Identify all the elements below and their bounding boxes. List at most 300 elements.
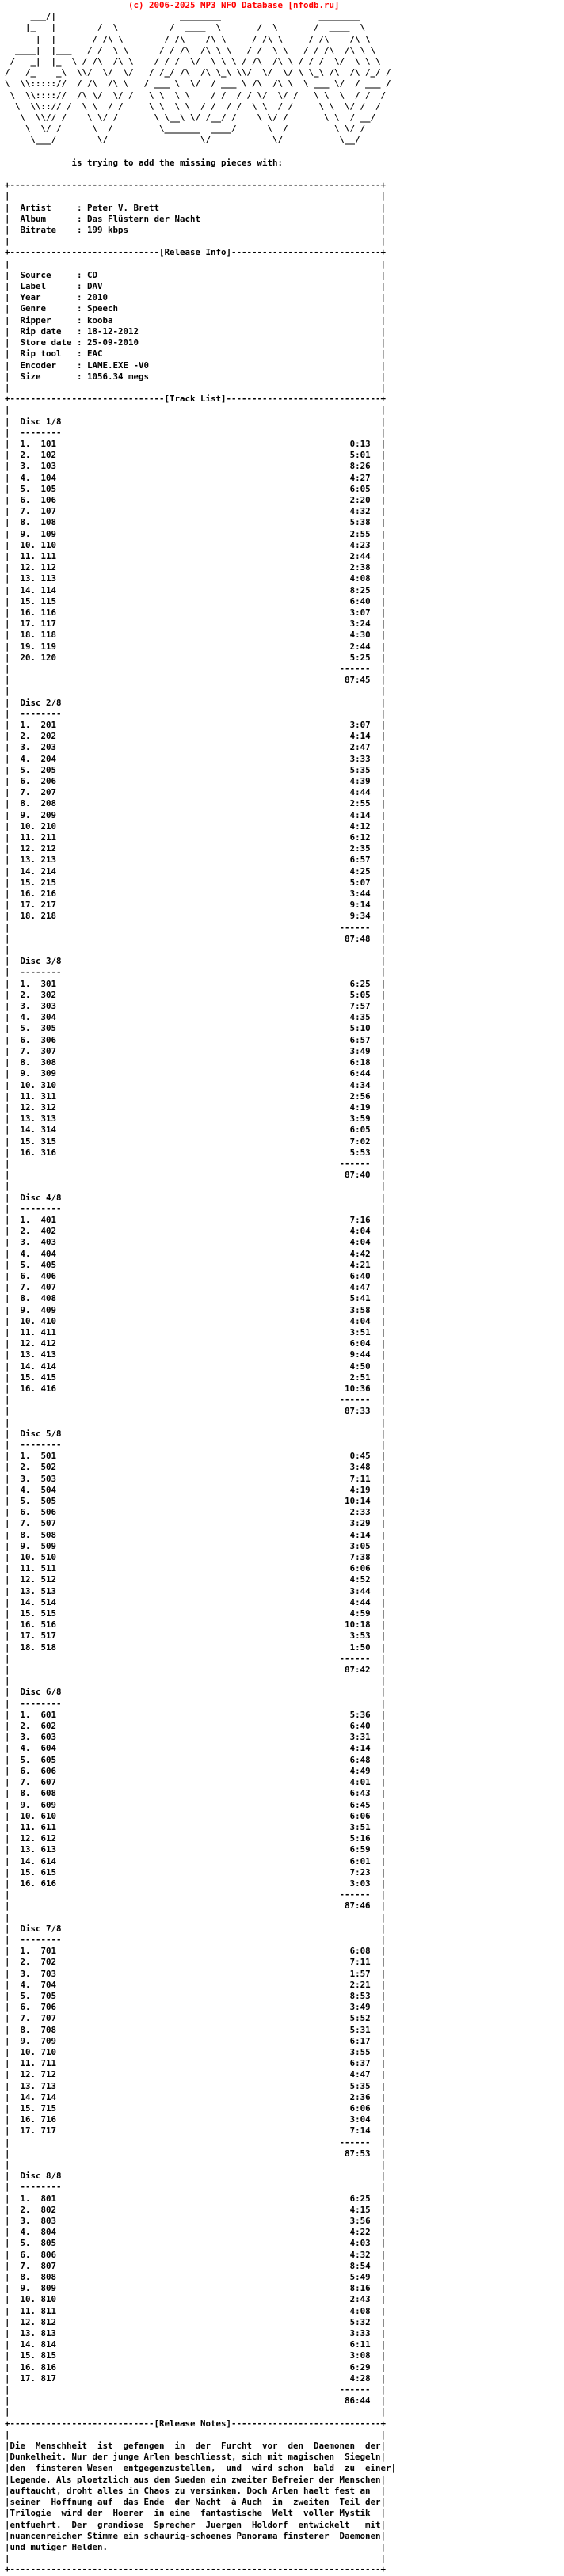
track-title: 206 <box>40 776 57 787</box>
track-row: | 11. 311 2:56 | <box>5 1090 387 1102</box>
track-number: 1. <box>20 1214 31 1225</box>
track-number: 6. <box>20 1507 31 1518</box>
track-title: 510 <box>40 1552 57 1563</box>
rip-date-value: 18-12-2012 <box>87 325 139 337</box>
track-row: | 3. 503 7:11 | <box>5 1473 387 1484</box>
track-row: | 16. 516 10:18 | <box>5 1619 387 1630</box>
track-row: | 10. 510 7:38 | <box>5 1552 387 1563</box>
track-row: | 16. 216 3:44 | <box>5 888 387 900</box>
track-row: | 16. 816 6:29 | <box>5 2361 387 2372</box>
track-title: 514 <box>40 1596 57 1608</box>
track-row: | 15. 815 3:08 | <box>5 2350 387 2361</box>
track-row: | 8. 808 5:49 | <box>5 2272 387 2283</box>
track-duration: 6:25 <box>349 2193 371 2204</box>
track-duration: 5:10 <box>349 1023 371 1034</box>
track-duration: 4:22 <box>349 2227 371 2238</box>
track-number: 16. <box>20 1878 36 1889</box>
track-number: 13. <box>20 2328 36 2339</box>
track-row: | 7. 107 4:32 | <box>5 506 387 517</box>
track-number: 14. <box>20 866 36 877</box>
disc-heading: Disc 1/8 <box>20 416 62 427</box>
track-duration: 7:38 <box>349 1552 371 1563</box>
track-duration: 4:19 <box>349 1484 371 1495</box>
track-duration: 3:44 <box>349 1585 371 1596</box>
track-title: 412 <box>40 1338 57 1349</box>
track-row: | 17. 717 7:14 | <box>5 2125 387 2137</box>
track-row: | 12. 512 4:52 | <box>5 1574 387 1585</box>
track-row: | 16. 416 10:36 | <box>5 1383 387 1394</box>
track-title: 401 <box>40 1214 57 1225</box>
track-number: 15. <box>20 1866 36 1878</box>
track-row: | 11. 411 3:51 | <box>5 1326 387 1337</box>
track-row: | 2. 102 5:01 | <box>5 450 387 461</box>
track-duration: 4:47 <box>349 1282 371 1293</box>
track-number: 11. <box>20 2058 36 2069</box>
track-number: 9. <box>20 1068 31 1079</box>
track-title: 614 <box>40 1855 57 1866</box>
disc-total: 87:42 <box>345 1665 371 1676</box>
track-number: 8. <box>20 1293 31 1304</box>
disc-heading: Disc 7/8 <box>20 1923 62 1934</box>
track-number: 16. <box>20 888 36 900</box>
track-title: 203 <box>40 742 57 753</box>
track-duration: 9:44 <box>349 1349 371 1360</box>
release-notes-line: nuancenreicher Stimme ein schaurig-schoenes Panorama finsterer Daemonen <box>10 2530 381 2541</box>
track-title: 802 <box>40 2204 57 2215</box>
track-title: 201 <box>40 720 57 730</box>
track-number: 1. <box>20 438 31 449</box>
track-row: | 2. 302 5:05 | <box>5 989 387 1000</box>
track-number: 5. <box>20 1023 31 1034</box>
track-title: 502 <box>40 1462 57 1473</box>
track-duration: 5:53 <box>349 1147 371 1158</box>
track-title: 218 <box>40 911 57 922</box>
track-row: | 6. 506 2:33 | <box>5 1507 387 1518</box>
track-duration: 6:40 <box>349 1270 371 1281</box>
track-row: | 9. 509 3:05 | <box>5 1540 387 1551</box>
track-row: | 14. 814 6:11 | <box>5 2339 387 2350</box>
track-duration: 4:15 <box>349 2204 371 2215</box>
track-duration: 3:49 <box>349 1045 371 1056</box>
release-notes-line: Legende. Als ploetzlich aus dem Sueden ein zweiter Befreier der Menschen <box>10 2474 381 2485</box>
track-row: | 15. 215 5:07 | <box>5 877 387 888</box>
track-row: | 17. 517 3:53 | <box>5 1630 387 1642</box>
track-duration: 5:35 <box>349 764 371 775</box>
track-duration: 9:14 <box>349 900 371 911</box>
track-title: 717 <box>40 2125 57 2137</box>
track-row: | 13. 313 3:59 | <box>5 1113 387 1124</box>
track-duration: 6:25 <box>349 978 371 989</box>
disc-total: 87:33 <box>345 1406 371 1417</box>
track-title: 313 <box>40 1113 57 1124</box>
track-row: | 12. 312 4:19 | <box>5 1102 387 1113</box>
track-number: 9. <box>20 528 31 539</box>
track-title: 315 <box>40 1136 57 1147</box>
track-number: 7. <box>20 787 31 798</box>
track-duration: 3:07 <box>349 607 371 618</box>
track-title: 607 <box>40 1777 57 1788</box>
track-duration: 6:05 <box>349 1124 371 1136</box>
track-row: | 1. 101 0:13 | <box>5 438 387 449</box>
track-title: 801 <box>40 2193 57 2204</box>
track-duration: 2:35 <box>349 843 371 854</box>
track-number: 3. <box>20 1001 31 1012</box>
track-number: 1. <box>20 720 31 730</box>
track-row: | 11. 111 2:44 | <box>5 550 387 561</box>
track-row: | 8. 608 6:43 | <box>5 1788 387 1799</box>
track-number: 4. <box>20 1979 31 1990</box>
track-number: 15. <box>20 2350 36 2361</box>
track-row: | 15. 715 6:06 | <box>5 2102 387 2114</box>
track-number: 17. <box>20 2125 36 2137</box>
track-number: 10. <box>20 1810 36 1821</box>
track-title: 601 <box>40 1709 57 1720</box>
track-number: 2. <box>20 989 31 1000</box>
track-list-heading: Track List <box>170 394 222 405</box>
track-row: | 2. 202 4:14 | <box>5 731 387 742</box>
track-number: 3. <box>20 2216 31 2227</box>
track-number: 10. <box>20 820 36 831</box>
track-row: | 6. 706 3:49 | <box>5 2002 387 2013</box>
track-title: 511 <box>40 1563 57 1574</box>
track-row: | 5. 505 10:14 | <box>5 1496 387 1507</box>
track-number: 15. <box>20 1608 36 1619</box>
track-duration: 3:55 <box>349 2046 371 2057</box>
track-duration: 4:32 <box>349 2249 371 2260</box>
track-row: | 11. 511 6:06 | <box>5 1563 387 1574</box>
disc-heading: Disc 3/8 <box>20 956 62 967</box>
track-number: 15. <box>20 1372 36 1383</box>
track-number: 1. <box>20 1451 31 1462</box>
track-duration: 4:39 <box>349 776 371 787</box>
track-duration: 1:50 <box>349 1642 371 1653</box>
track-number: 3. <box>20 1237 31 1248</box>
track-title: 108 <box>40 517 57 528</box>
track-duration: 3:51 <box>349 1821 371 1832</box>
track-title: 815 <box>40 2350 57 2361</box>
track-number: 8. <box>20 1529 31 1540</box>
track-number: 17. <box>20 900 36 911</box>
track-number: 4. <box>20 2227 31 2238</box>
track-row: | 6. 206 4:39 | <box>5 776 387 787</box>
track-number: 7. <box>20 1282 31 1293</box>
track-row: | 17. 817 4:28 | <box>5 2372 387 2384</box>
track-duration: 2:44 <box>349 550 371 561</box>
track-row: | 2. 502 3:48 | <box>5 1462 387 1473</box>
track-row: | 8. 708 5:31 | <box>5 2024 387 2035</box>
store-date-value: 25-09-2010 <box>87 337 139 348</box>
track-duration: 7:23 <box>349 1866 371 1878</box>
track-number: 4. <box>20 753 31 764</box>
track-duration: 2:43 <box>349 2294 371 2305</box>
track-title: 117 <box>40 618 57 630</box>
track-duration: 1:57 <box>349 1968 371 1979</box>
track-row: | 12. 812 5:32 | <box>5 2316 387 2327</box>
track-duration: 6:57 <box>349 854 371 866</box>
track-duration: 4:14 <box>349 1529 371 1540</box>
disc-heading: Disc 6/8 <box>20 1687 62 1698</box>
track-duration: 7:11 <box>349 1957 371 1968</box>
track-row: | 15. 315 7:02 | <box>5 1136 387 1147</box>
track-row: | 16. 316 5:53 | <box>5 1147 387 1158</box>
track-duration: 4:47 <box>349 2069 371 2080</box>
track-title: 810 <box>40 2294 57 2305</box>
track-title: 304 <box>40 1012 57 1023</box>
track-title: 515 <box>40 1608 57 1619</box>
disc-total: 86:44 <box>345 2395 371 2407</box>
track-title: 216 <box>40 888 57 900</box>
track-title: 814 <box>40 2339 57 2350</box>
track-duration: 9:34 <box>349 911 371 922</box>
track-duration: 5:01 <box>349 450 371 461</box>
release-notes-line: den finsteren Wesen entgegenzustellen, und wird schon bald zu einer <box>10 2463 391 2474</box>
track-row: | 12. 712 4:47 | <box>5 2069 387 2080</box>
track-number: 12. <box>20 562 36 573</box>
track-number: 7. <box>20 2260 31 2271</box>
track-title: 616 <box>40 1878 57 1889</box>
track-title: 507 <box>40 1518 57 1529</box>
source-value: CD <box>87 269 98 280</box>
track-title: 804 <box>40 2227 57 2238</box>
track-duration: 4:21 <box>349 1259 371 1270</box>
track-number: 6. <box>20 776 31 787</box>
track-duration: 4:52 <box>349 1574 371 1585</box>
track-number: 9. <box>20 809 31 820</box>
track-row: | 7. 407 4:47 | <box>5 1282 387 1293</box>
track-number: 3. <box>20 742 31 753</box>
track-number: 7. <box>20 506 31 517</box>
track-row: | 14. 514 4:44 | <box>5 1596 387 1608</box>
track-number: 12. <box>20 2316 36 2327</box>
track-title: 212 <box>40 843 57 854</box>
track-duration: 8:25 <box>349 584 371 595</box>
track-row: | 5. 305 5:10 | <box>5 1023 387 1034</box>
track-title: 701 <box>40 1946 57 1957</box>
track-number: 11. <box>20 832 36 843</box>
track-row: | 2. 402 4:04 | <box>5 1226 387 1237</box>
track-title: 806 <box>40 2249 57 2260</box>
track-row: | 11. 711 6:37 | <box>5 2058 387 2069</box>
track-title: 213 <box>40 854 57 866</box>
track-row: | 9. 709 6:17 | <box>5 2035 387 2046</box>
track-number: 5. <box>20 1496 31 1507</box>
track-title: 113 <box>40 573 57 584</box>
track-duration: 5:16 <box>349 1833 371 1844</box>
track-row: | 10. 610 6:06 | <box>5 1810 387 1821</box>
track-title: 808 <box>40 2272 57 2283</box>
track-duration: 6:48 <box>349 1754 371 1765</box>
track-row: | 1. 601 5:36 | <box>5 1709 387 1720</box>
nfo-document: (c) 2006-2025 MP3 NFO Database [nfodb.ru] ___/| ________ ________ |_ | / \ / ____ \ / \ / ____ \ | | / /\ \ / /\ /\ \ / /\ \ / /\ /\ \ ____| |___ / / \ \ / / /\ /\ \ \ / / \ \ / / /\ /\ \ \ / _| |_ \ / /\ /\ \ / / / \/ \ \ \ / /\ /\ \ / / / \/ \ \ \ / /_ _\ \\/ \/ \/ / /_/ /\ /\ \_\ \\/ \/ \/ \ \_\ /\ /\ /_/ / \ \\:::::// / /\ /\ \ / ___ \ \/ / ___ \ /\ /\ \ \ ___ \/ / ___ / \ \\::::// /\ \/ \/ / \ \ \ \ / / / / \/ \/ / \ \ \ / / / \ \\::// / \ \ / / \ \ \ \ / / / / \ \ / / \ \ \/ / / \ \\// / \ \/ / \ \__\ \/ /__/ / \ \/ / \ \ / __/ \ \/ / \ / \_______ ____/ \ / \ \/ / \___/ \/ \/ \/ \__/ is trying to add the missing pieces with: +------------------------------------------------------------------------+ | | | Artist : Peter V. Brett | | Album : Das Flüstern der Nacht | | Bitrate : 199 kbps | | | +-----------------------------[Release Info]-----------------------------+ | | | Source : CD | | Label : DAV | | Year : 2010 | | Genre : Speech | | Ripper : kooba | | Rip date : 18-12-2012 | | Store date : 25-09-2010 | | Rip tool : EAC | | Encoder : LAME.EXE -V0 | | Size : 1056.34 megs | | | +------------------------------[Track List]------------------------------+ | | | Disc 1/8 | | -------- | | 1. 101 0:13 | | 2. 102 5:01 | | 3. 103 8:26 | | 4. 104 4:27 | | 5. 105 6:05 | | 6. 106 2:20 | | 7. 107 4:32 | | 8. 108 5:38 | | 9. 109 2:55 | | 10. 110 4:23 | | 11. 111 2:44 | | 12. 112 2:38 | | 13. 113 4:08 | | 14. 114 8:25 | | 15. 115 6:40 | | 16. 116 3:07 | | 17. 117 3:24 | | 18. 118 4:30 | | 19. 119 2:44 | | 20. 120 5:25 | | ------ | | 87:45 | | | | Disc 2/8 | | -------- | | 1. 201 3:07 | | 2. 202 4:14 | | 3. 203 2:47 | | 4. 204 3:33 | | 5. 205 5:35 | | 6. 206 4:39 | | 7. 207 4:44 | | 8. 208 2:55 | | 9. 209 4:14 | | 10. 210 4:12 | | 11. 211 6:12 | | 12. 212 2:35 | | 13. 213 6:57 | | 14. 214 4:25 | | 15. 215 5:07 | | 16. 216 3:44 | | 17. 217 9:14 | | 18. 218 9:34 | | ------ | | 87:48 | | | | Disc 3/8 | | -------- | | 1. 301 6:25 | | 2. 302 5:05 | | 3. 303 7:57 | | 4. 304 4:35 | | 5. 305 5:10 | | 6. 306 6:57 | | 7. 307 3:49 | | 8. 308 6:18 | | 9. 309 6:44 | | 10. 310 4:34 | | 11. 311 2:56 | | 12. 312 4:19 | | 13. 313 3:59 | | 14. 314 6:05 | | 15. 315 7:02 | | 16. 316 5:53 | | ------ | | 87:40 | | | | Disc 4/8 | | -------- | | 1. 401 7:16 | | 2. 402 4:04 | | 3. 403 4:04 | | 4. 404 4:42 | | 5. 405 4:21 | | 6. 406 6:40 | | 7. 407 4:47 | | 8. 408 5:41 | | 9. 409 3:58 | | 10. 410 4:04 | | 11. 411 3:51 | | 12. 412 6:04 | | 13. 413 9:44 | | 14. 414 4:50 | | 15. 415 2:51 | | 16. 416 10:36 | | ------ | | 87:33 | | | | Disc 5/8 | | -------- | | 1. 501 0:45 | | 2. 502 3:48 | | 3. 503 7:11 | | 4. 504 4:19 | | 5. 505 10:14 | | 6. 506 2:33 | | 7. 507 3:29 | | 8. 508 4:14 | | 9. 509 3:05 | | 10. 510 7:38 | | 11. 511 6:06 | | 12. 512 4:52 | | 13. 513 3:44 | | 14. 514 4:44 | | 15. 515 4:59 | | 16. 516 10:18 | | 17. 517 3:53 | | 18. 518 1:50 | | ------ | | 87:42 | | | | Disc 6/8 | | -------- | | 1. 601 5:36 | | 2. 602 6:40 | | 3. 603 3:31 | | 4. 604 4:14 | | 5. 605 6:48 | | 6. 606 4:49 | | 7. 607 4:01 | | 8. 608 6:43 | | 9. 609 6:45 | | 10. 610 6:06 | | 11. 611 3:51 | | 12. 612 5:16 | | 13. 613 6:59 | | 14. 614 6:01 | | 15. 615 7:23 | | 16. 616 3:03 | | ------ | | 87:46 | | | | Disc 7/8 | | -------- | | 1. 701 6:08 | | 2. 702 7:11 | | 3. 703 1:57 | | 4. 704 2:21 | | 5. 705 8:53 | | 6. 706 3:49 | | 7. 707 5:52 | | 8. 708 5:31 | | 9. 709 6:17 | | 10. 710 3:55 | | 11. 711 6:37 | | 12. 712 4:47 | | 13. 713 5:35 | | 14. 714 2:36 | | 15. 715 6:06 | | 16. 716 3:04 | | 17. 717 7:14 | | ------ | | 87:53 | | | | Disc 8/8 | | -------- | | 1. 801 6:25 | | 2. 802 4:15 | | 3. 803 3:56 | | 4. 804 4:22 | | 5. 805 4:03 | | 6. 806 4:32 | | 7. 807 8:54 | | 8. 808 5:49 | | 9. 809 8:16 | | 10. 810 2:43 | | 11. 811 4:08 | | 12. 812 5:32 | | 13. 813 3:33 | | 14. 814 6:11 | | 15. 815 3:08 | | 16. 816 6:29 | | 17. 817 4:28 | | ------ | | 86:44 | | | +----------------------------[Release Notes]-----------------------------+ | | |Die Menschheit ist gefangen in der Furcht vor den Daemonen der| |Dunkelheit. Nur der junge Arlen beschliesst, sich mit magischen Siegeln| |den finsteren Wesen entgegenzustellen, und wird schon bald zu einer| |Legende. Als ploetzlich aus dem Sueden ein zweiter Befreier der Menschen| |auftaucht, droht alles in Chaos zu versinken. Doch Arlen haelt fest an | |seiner Hoffnung auf das Ende der Nacht à Auch in zweiten Teil der| |Trilogie wird der Hoerer in eine fantastische Welt voller Mystik | |entfuehrt. Der grandiose Sprecher Juergen Holdorf entwickelt mit| |nuancenreicher Stimme ein schaurig-schoenes Panorama finsterer Daemonen| |und mutiger Helden. | | | +------------------------------------------------------------------------+ <box>0 0 564 2576</box>
track-duration: 2:55 <box>349 798 371 809</box>
track-duration: 5:52 <box>349 2013 371 2024</box>
track-number: 10. <box>20 1315 36 1326</box>
track-row: | 9. 109 2:55 | <box>5 528 387 539</box>
track-number: 11. <box>20 1326 36 1337</box>
track-number: 13. <box>20 573 36 584</box>
track-row: | 11. 611 3:51 | <box>5 1821 387 1832</box>
track-duration: 6:11 <box>349 2339 371 2350</box>
track-number: 3. <box>20 1968 31 1979</box>
track-row: | 15. 415 2:51 | <box>5 1372 387 1383</box>
track-title: 415 <box>40 1372 57 1383</box>
track-number: 3. <box>20 461 31 472</box>
track-row: | 6. 106 2:20 | <box>5 494 387 505</box>
track-title: 615 <box>40 1866 57 1878</box>
ascii-logo: ___/| ________ ________ |_ | / \ / ____ \ / \ / ____ \ | | / /\ \ / /\ /\ \ / /\ \ / /\ /\ \ ____| |___ / / \ \ / / /\ /\ \ \ / / \ \ / / /\ /\ \ \ / _| |_ \ / /\ /\ \ / / / \/ \ \ \ / /\ /\ \ / / / \/ \ \ \ / /_ _\ \\/ \/ \/ / /_/ /\ /\ \_\ \\/ \/ \/ \ \_\ /\ /\ /_/ / \ \\:::::// / /\ /\ \ / ___ \ \/ / ___ \ /\ /\ \ \ ___ \/ / ___ / \ \\::::// /\ \/ \/ / \ \ \ \ / / / / \/ \/ / \ \ \ / / / \ \\::// / \ \ / / \ \ \ \ / / / / \ \ / / \ \ \/ / / \ \\// / \ \/ / \ \__\ \/ /__/ / \ \/ / \ \ / __/ \ \/ / \ / \_______ ____/ \ / \ \/ / \___/ \/ \/ \/ \__/ <box>5 11 391 146</box>
track-number: 16. <box>20 2361 36 2372</box>
track-row: | 19. 119 2:44 | <box>5 641 387 652</box>
track-row: | 11. 811 4:08 | <box>5 2305 387 2316</box>
track-number: 13. <box>20 1844 36 1855</box>
track-duration: 5:41 <box>349 1293 371 1304</box>
track-title: 603 <box>40 1732 57 1743</box>
track-title: 314 <box>40 1124 57 1136</box>
track-duration: 5:36 <box>349 1709 371 1720</box>
track-number: 5. <box>20 1259 31 1270</box>
track-duration: 6:08 <box>349 1946 371 1957</box>
track-duration: 6:40 <box>349 1721 371 1732</box>
track-row: | 4. 404 4:42 | <box>5 1248 387 1259</box>
track-title: 110 <box>40 539 57 550</box>
track-duration: 3:59 <box>349 1113 371 1124</box>
track-row: | 3. 103 8:26 | <box>5 461 387 472</box>
track-duration: 6:12 <box>349 832 371 843</box>
release-notes-line: Die Menschheit ist gefangen in der Furcht vor den Daemonen der <box>10 2441 381 2452</box>
bitrate-value: 199 kbps <box>87 225 129 236</box>
track-number: 10. <box>20 2046 36 2057</box>
track-title: 809 <box>40 2283 57 2294</box>
track-number: 14. <box>20 1124 36 1136</box>
track-number: 14. <box>20 2091 36 2102</box>
track-title: 812 <box>40 2316 57 2327</box>
track-number: 2. <box>20 1721 31 1732</box>
track-duration: 0:45 <box>349 1451 371 1462</box>
track-duration: 4:30 <box>349 630 371 641</box>
track-row: | 8. 308 6:18 | <box>5 1057 387 1068</box>
track-row: | 7. 807 8:54 | <box>5 2260 387 2271</box>
track-number: 10. <box>20 539 36 550</box>
track-duration: 10:14 <box>345 1496 371 1507</box>
track-duration: 6:18 <box>349 1057 371 1068</box>
track-duration: 4:04 <box>349 1315 371 1326</box>
track-title: 119 <box>40 641 57 652</box>
release-notes-line: entfuehrt. Der grandiose Sprecher Juergen Holdorf entwickelt mit <box>10 2519 381 2530</box>
track-duration: 8:16 <box>349 2283 371 2294</box>
track-duration: 8:54 <box>349 2260 371 2271</box>
track-duration: 2:33 <box>349 1507 371 1518</box>
track-number: 1. <box>20 1709 31 1720</box>
track-row: | 14. 414 4:50 | <box>5 1360 387 1372</box>
track-title: 807 <box>40 2260 57 2271</box>
track-title: 116 <box>40 607 57 618</box>
disc-total: 87:40 <box>345 1170 371 1181</box>
track-number: 6. <box>20 2249 31 2260</box>
track-duration: 2:21 <box>349 1979 371 1990</box>
track-title: 107 <box>40 506 57 517</box>
track-title: 404 <box>40 1248 57 1259</box>
track-duration: 6:29 <box>349 2361 371 2372</box>
track-number: 6. <box>20 1765 31 1776</box>
track-number: 11. <box>20 1090 36 1102</box>
track-title: 606 <box>40 1765 57 1776</box>
disc-total: 87:53 <box>345 2148 371 2159</box>
track-title: 505 <box>40 1496 57 1507</box>
track-title: 508 <box>40 1529 57 1540</box>
track-title: 512 <box>40 1574 57 1585</box>
track-title: 816 <box>40 2361 57 2372</box>
track-title: 413 <box>40 1349 57 1360</box>
track-number: 8. <box>20 1057 31 1068</box>
track-duration: 2:36 <box>349 2091 371 2102</box>
track-duration: 2:47 <box>349 742 371 753</box>
track-row: | 6. 406 6:40 | <box>5 1270 387 1281</box>
track-title: 707 <box>40 2013 57 2024</box>
track-number: 15. <box>20 2102 36 2114</box>
year-value: 2010 <box>87 292 109 303</box>
track-duration: 3:04 <box>349 2114 371 2125</box>
track-number: 9. <box>20 1540 31 1551</box>
track-number: 14. <box>20 1855 36 1866</box>
track-row: | 4. 104 4:27 | <box>5 472 387 483</box>
track-duration: 4:50 <box>349 1360 371 1372</box>
track-title: 414 <box>40 1360 57 1372</box>
track-title: 302 <box>40 989 57 1000</box>
track-number: 16. <box>20 1383 36 1394</box>
track-number: 15. <box>20 595 36 607</box>
track-row: | 1. 801 6:25 | <box>5 2193 387 2204</box>
track-duration: 3:56 <box>349 2216 371 2227</box>
track-row: | 7. 707 5:52 | <box>5 2013 387 2024</box>
track-duration: 10:36 <box>345 1383 371 1394</box>
track-duration: 6:06 <box>349 2102 371 2114</box>
track-number: 5. <box>20 483 31 494</box>
copyright-line: (c) 2006-2025 MP3 NFO Database [nfodb.ru] <box>128 0 340 10</box>
track-title: 411 <box>40 1326 57 1337</box>
track-duration: 5:05 <box>349 989 371 1000</box>
track-row: | 10. 810 2:43 | <box>5 2294 387 2305</box>
track-duration: 7:16 <box>349 1214 371 1225</box>
track-title: 408 <box>40 1293 57 1304</box>
track-number: 2. <box>20 731 31 742</box>
track-title: 310 <box>40 1079 57 1090</box>
track-number: 5. <box>20 2238 31 2249</box>
label-value: DAV <box>87 281 103 292</box>
track-duration: 2:38 <box>349 562 371 573</box>
track-title: 605 <box>40 1754 57 1765</box>
track-row: | 15. 115 6:40 | <box>5 595 387 607</box>
track-duration: 6:44 <box>349 1068 371 1079</box>
track-number: 7. <box>20 1518 31 1529</box>
track-number: 5. <box>20 1990 31 2001</box>
track-duration: 4:08 <box>349 2305 371 2316</box>
track-row: | 1. 401 7:16 | <box>5 1214 387 1225</box>
track-number: 1. <box>20 978 31 989</box>
track-number: 4. <box>20 472 31 483</box>
track-duration: 3:31 <box>349 1732 371 1743</box>
track-title: 409 <box>40 1304 57 1315</box>
track-title: 403 <box>40 1237 57 1248</box>
track-title: 602 <box>40 1721 57 1732</box>
track-number: 13. <box>20 1113 36 1124</box>
track-number: 14. <box>20 1596 36 1608</box>
track-duration: 6:04 <box>349 1338 371 1349</box>
track-number: 20. <box>20 652 36 663</box>
track-number: 8. <box>20 2024 31 2035</box>
track-title: 610 <box>40 1810 57 1821</box>
track-number: 14. <box>20 1360 36 1372</box>
track-duration: 4:32 <box>349 506 371 517</box>
